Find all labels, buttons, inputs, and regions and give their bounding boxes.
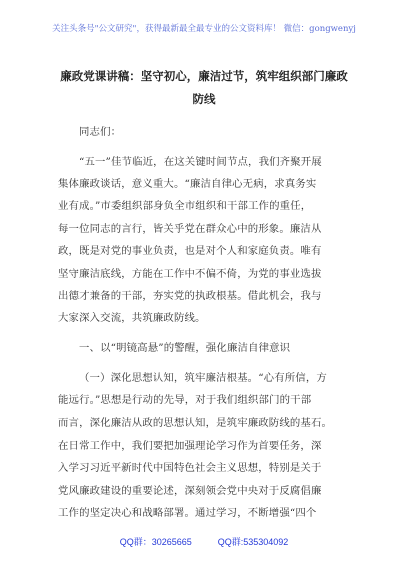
paragraph-line: 坚守廉洁底线，方能在工作中不偏不倚，为党的事业选拔 [58, 268, 322, 280]
paragraph-line: 入学习习近平新时代中国特色社会主义思想，特别是关于 [58, 462, 322, 474]
document-title-line-2: 防线 [192, 92, 216, 106]
paragraph-line: 党风廉政建设的重要论述，深刻领会党中央对于反腐倡廉 [58, 485, 322, 497]
paragraph-line: 业有成。”市委组织部身负全市组织和干部工作的重任， [58, 200, 312, 212]
paragraph-line: 在日常工作中，我们要把加强理论学习作为首要任务，深 [58, 440, 322, 452]
paragraph-line: 而言，深化廉洁从政的思想认知，是筑牢廉政防线的基石。 [58, 417, 333, 429]
footer-qq-group-1: QQ群：30265665 [119, 537, 192, 547]
footer-qq-group-2: QQ群:535304092 [217, 537, 289, 547]
paragraph-line: 政，既是对党的事业负责，也是对个人和家庭负责。唯有 [58, 245, 322, 257]
paragraph-line: 大家深入交流，共筑廉政防线。 [58, 312, 206, 324]
paragraph-line: “五一”佳节临近，在这关键时间节点，我们齐聚开展 [79, 156, 322, 168]
paragraph-line: 每一位同志的言行，皆关乎党在群众心中的形象。廉洁从 [58, 223, 322, 235]
header-banner: 关注头条号"公文研究"，获得最新最全最专业的公文资料库！ 微信：gongwenyj [52, 24, 356, 34]
paragraph-line: 集体廉政谈话，意义重大。“廉洁自律心无病，求真务实 [58, 178, 317, 190]
paragraph-line: （一）深化思想认知，筑牢廉洁根基。“心有所信，方 [79, 372, 327, 384]
paragraph-line: 工作的坚定决心和战略部署。通过学习，不断增强“四个 [58, 507, 317, 519]
paragraph-line: 出德才兼备的干部，夯实党的执政根基。借此机会，我与 [58, 290, 322, 302]
section-heading: 一、以“明镜高悬”的警醒，强化廉洁自律意识 [79, 342, 291, 354]
salutation: 同志们： [79, 126, 122, 138]
paragraph-line: 能远行。”思想是行动的先导，对于我们组织部门的干部 [58, 394, 312, 406]
footer-contacts [0, 535, 408, 548]
document-title-line-1: 廉政党课讲稿：坚守初心，廉洁过节，筑牢组织部门廉政 [60, 69, 348, 83]
